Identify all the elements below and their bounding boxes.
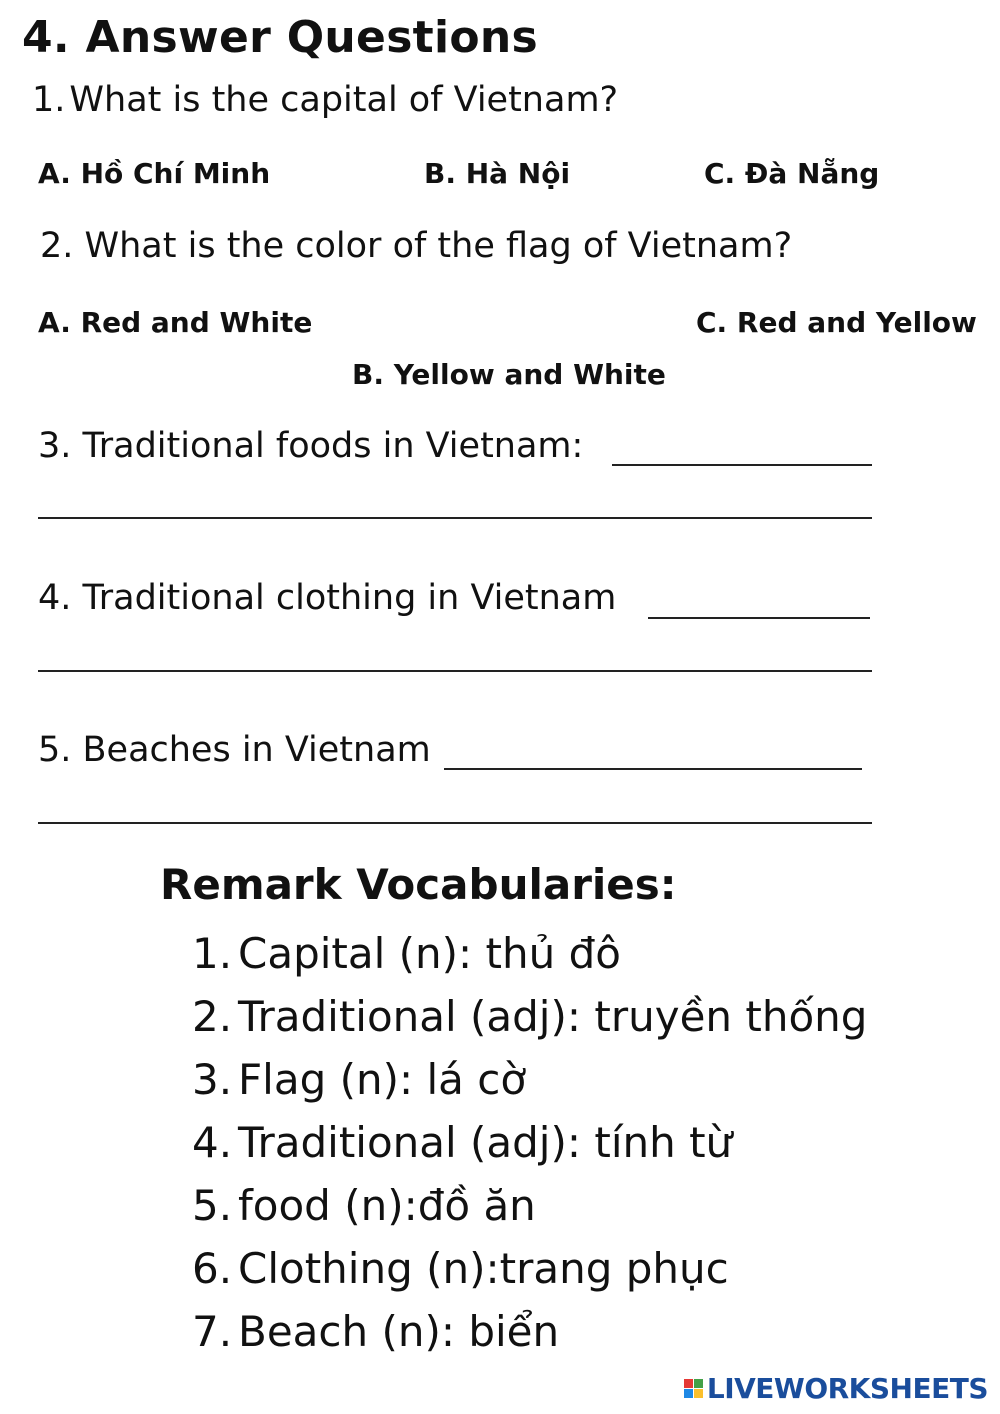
answer-4-line-2[interactable] [38,670,872,672]
logo-square [694,1379,703,1388]
vocabulary-item [192,1048,867,1111]
question-5: 5. Beaches in Vietnam [38,730,431,770]
logo-square [684,1389,693,1398]
question-4: 4. Traditional clothing in Vietnam [38,578,617,618]
answer-5-line-2[interactable] [38,822,872,824]
vocabulary-item [192,1174,867,1237]
vocabulary-item-number: 1. [192,929,233,978]
vocabulary-item-text: food (n):đồ ăn [238,1181,536,1230]
q1-option-b[interactable]: B. Hà Nội [424,157,571,190]
vocabulary-item [192,1300,867,1363]
vocabulary-item-text: Flag (n): lá cờ [238,1055,527,1104]
logo-square [684,1379,693,1388]
vocabulary-item-number: 4. [192,1118,233,1167]
vocabulary-item-number: 5. [192,1181,233,1230]
vocabulary-item [192,1111,867,1174]
vocabulary-item-number: 2. [192,992,233,1041]
answer-3-line-1[interactable] [612,464,872,466]
q1-option-c[interactable]: C. Đà Nẵng [704,157,880,190]
vocabulary-item-number: 3. [192,1055,233,1104]
question-1-number: 1. [32,80,66,120]
vocabulary-item-text: Capital (n): thủ đô [238,929,621,978]
section-title: 4. Answer Questions [22,12,539,63]
answer-4-line-1[interactable] [648,617,870,619]
q2-option-a[interactable]: A. Red and White [38,306,313,339]
vocabulary-item-text: Traditional (adj): truyền thống [238,992,868,1041]
q2-option-c[interactable]: C. Red and Yellow [696,306,977,339]
liveworksheets-logo [684,1372,988,1405]
vocabulary-item-number: 7. [192,1307,233,1356]
vocabulary-item [192,922,867,985]
liveworksheets-logo-text: LIVEWORKSHEETS [706,1372,988,1405]
vocabulary-item-text: Traditional (adj): tính từ [238,1118,733,1167]
question-1-text: What is the capital of Vietnam? [69,80,619,120]
answer-3-line-2[interactable] [38,517,872,519]
vocabulary-title: Remark Vocabularies: [160,860,677,909]
answer-5-line-1[interactable] [444,768,862,770]
vocabulary-item [192,985,867,1048]
question-2: 2. What is the color of the flag of Vietnam? [40,226,793,266]
vocabulary-item-text: Beach (n): biển [238,1307,560,1356]
q1-option-a[interactable]: A. Hồ Chí Minh [38,157,271,190]
logo-square [694,1389,703,1398]
liveworksheets-logo-icon [684,1379,703,1398]
vocabulary-item [192,1237,867,1300]
question-3: 3. Traditional foods in Vietnam: [38,426,584,466]
q2-option-b[interactable]: B. Yellow and White [352,358,666,391]
vocabulary-item-text: Clothing (n):trang phục [238,1244,729,1293]
vocabulary-list [192,922,867,1363]
vocabulary-item-number: 6. [192,1244,233,1293]
question-1 [32,80,618,120]
